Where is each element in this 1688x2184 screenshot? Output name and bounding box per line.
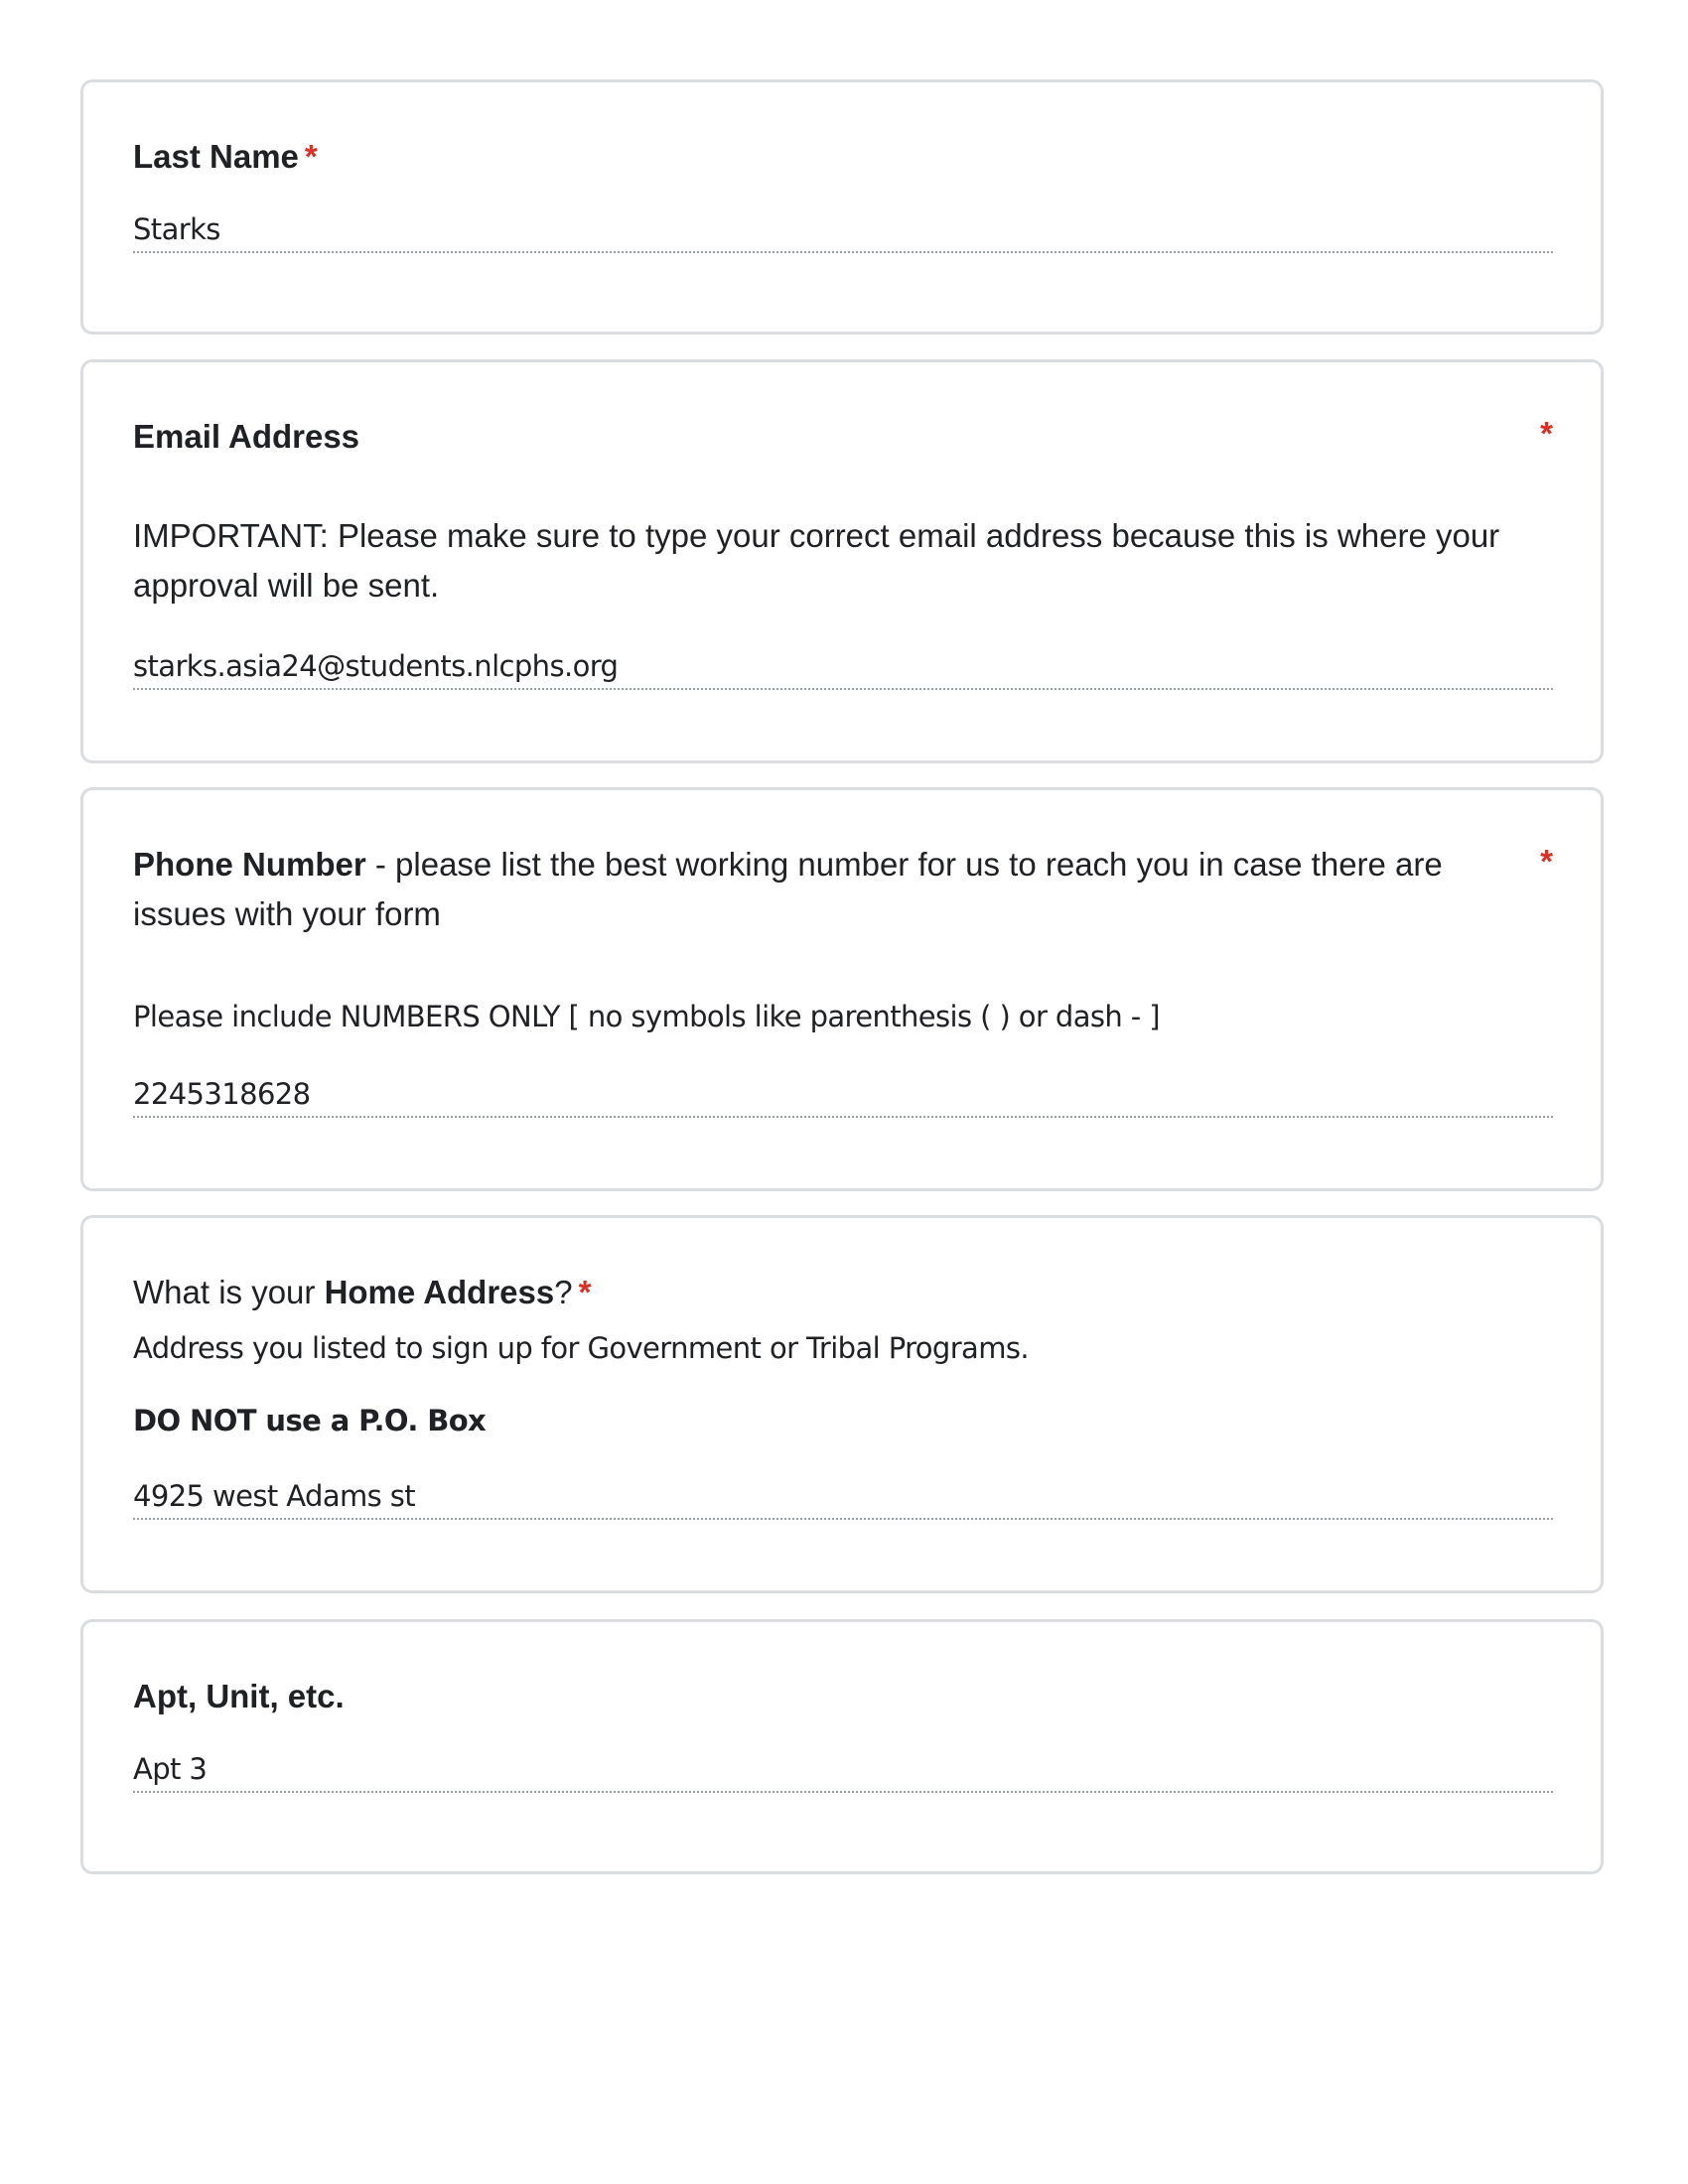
phone-input[interactable]: 2245318628 [133, 1074, 1553, 1118]
phone-question-title [133, 840, 1531, 939]
apt-card [80, 1619, 1604, 1874]
apt-label: Apt, Unit, etc. [133, 1678, 345, 1714]
home-address-label: Home Address [324, 1274, 555, 1310]
last-name-card [80, 79, 1604, 335]
email-input[interactable]: starks.asia24@students.nlcphs.org [133, 646, 1553, 690]
email-label: Email Address [133, 418, 360, 455]
last-name-input[interactable]: Starks [133, 209, 1553, 253]
home-address-question-title [133, 1268, 591, 1317]
home-address-label-suffix: ? [554, 1274, 573, 1310]
home-address-input[interactable]: 4925 west Adams st [133, 1476, 1553, 1520]
last-name-label: Last Name [133, 138, 299, 175]
phone-label-description: - please list the best working number for us to reach you in case there are issues with your form [133, 846, 1443, 932]
home-address-card [80, 1215, 1604, 1593]
required-asterisk: * [304, 138, 318, 175]
apt-input[interactable]: Apt 3 [133, 1749, 1553, 1793]
phone-helper-text: Please include NUMBERS ONLY [ no symbols like parenthesis ( ) or dash - ] [133, 1000, 1160, 1033]
email-question-title [133, 412, 359, 462]
email-card [80, 359, 1604, 763]
required-asterisk: * [1540, 415, 1553, 452]
email-description: IMPORTANT: Please make sure to type your correct email address because this is where your approval will be sent. [133, 517, 1500, 604]
phone-card [80, 787, 1604, 1191]
apt-question-title [133, 1672, 345, 1721]
home-address-description: Address you listed to sign up for Government or Tribal Programs. [133, 1331, 1030, 1365]
phone-label: Phone Number [133, 846, 366, 883]
home-address-warning: DO NOT use a P.O. Box [133, 1404, 487, 1437]
home-address-label-prefix: What is your [133, 1274, 325, 1310]
required-asterisk: * [578, 1274, 592, 1310]
required-asterisk: * [1540, 843, 1553, 880]
last-name-question-title [133, 132, 318, 182]
